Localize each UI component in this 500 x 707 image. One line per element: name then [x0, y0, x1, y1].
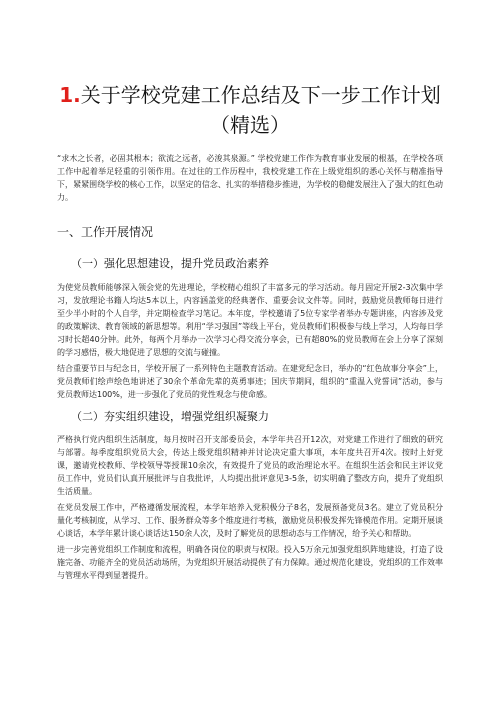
subsection-heading-1: （一）强化思想建设，提升党员政治素养 [71, 257, 269, 270]
page-title [57, 0, 443, 140]
intro-section [57, 152, 443, 204]
subsection-heading-2: （二）夯实组织建设，增强党组织凝聚力 [71, 410, 269, 423]
title-number: 1. [59, 83, 81, 107]
body-paragraph: 结合重要节日与纪念日，学校开展了一系列特色主题教育活动。在建党纪念日，举办的“红色故事分享会”上，党员教师们绘声绘色地讲述了30余个革命先辈的英勇事迹；国庆节期间，组织的“重温入党誓词”活动，参与党员教师达100%，进一步强化了党员的党性观念与使命感。 [57, 364, 443, 399]
body-paragraph: 为使党员教师能够深入领会党的先进理论，学校精心组织了丰富多元的学习活动。每月固定开展2-3次集中学习，发放理论书籍人均达5本以上，内容涵盖党的经典著作、重要会议文件等。同时，鼓励党员教师每日进行至少半小时的个人自学，并定期检查学习笔记。本年度，学校邀请了5位专家学者举办专题讲座，内容涉及党的政策解读、教育领域的新思想等。利用“学习强国”等线上平台，党员教师们积极参与线上学习，人均每日学习时长超40分钟。此外，每两个月举办一次学习心得交流分享会，已有超80%的党员教师在会上分享了深刻的学习感悟，极大地促进了思想的交流与碰撞。 [57, 283, 443, 357]
section-heading: 一、工作开展情况 [57, 225, 154, 239]
body-paragraph: 严格执行党内组织生活制度，每月按时召开支部委员会，本学年共召开12次，对党建工作进行了细致的研究与部署。每季度组织党员大会，传达上级党组织精神并讨论决定重大事项，本年度共召开4次。按时上好党课，邀请党校教师、学校领导等授课10余次，有效提升了党员的政治理论水平。在组织生活会和民主评议党员工作中，党员们认真开展批评与自我批评，人均提出批评意见3-5条，切实明确了整改方向，提升了党组织生活质量。 [57, 435, 443, 496]
title-text: 关于学校党建工作总结及下一步工作计划（精选） [80, 83, 441, 137]
body-paragraph: 进一步完善党组织工作制度和流程，明确各岗位的职责与权限。投入5万余元加强党组织阵地建设，打造了设施完备、功能齐全的党员活动场所，为党组织开展活动提供了有力保障。通过规范化建设，党组织的工作效率与管理水平得到显著提升。 [57, 545, 443, 580]
intro-paragraph: “求木之长者，必固其根本；欲流之远者，必浚其泉源。” 学校党建工作作为教育事业发展的根基，在学校各项工作中起着举足轻重的引领作用。在过往的工作历程中，我校党建工作在上级党组织的悉心关怀与精准指导下，紧紧围绕学校的核心工作，以坚定的信念、扎实的举措稳步推进，为学校的稳健发展注入了强大的红色动力。 [57, 154, 443, 202]
body-paragraph: 在党员发展工作中，严格遵循发展流程，本学年培养入党积极分子8名，发展预备党员3名。建立了党员积分量化考核制度，从学习、工作、服务群众等多个维度进行考核，激励党员积极发挥先锋模范作用。定期开展谈心谈话，本学年累计谈心谈话达150余人次，及时了解党员的思想动态与工作情况，给予关心和帮助。 [57, 503, 443, 538]
